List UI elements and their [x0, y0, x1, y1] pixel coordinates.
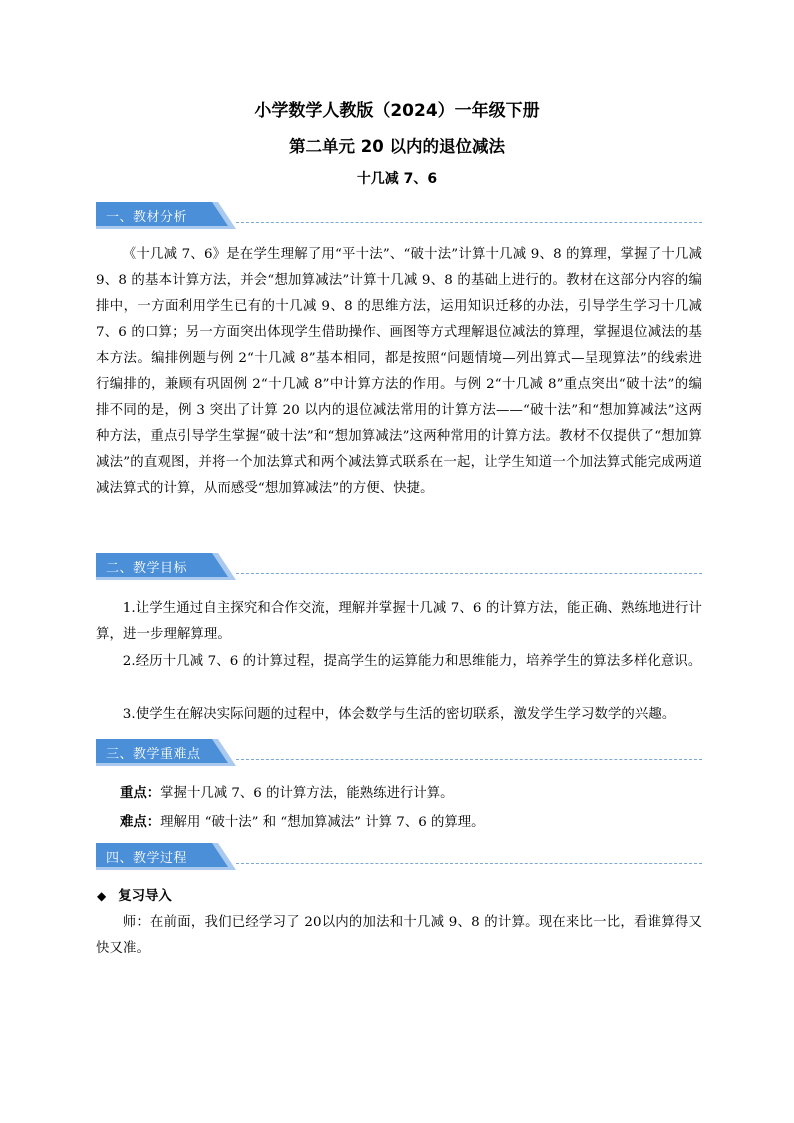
unit-title: 第二单元 20 以内的退位减法: [289, 137, 505, 156]
diamond-bullet-icon: ◆: [97, 889, 107, 903]
section-divider: [236, 759, 702, 760]
section-divider: [236, 222, 702, 223]
section-tab: [96, 739, 236, 766]
key-point: [120, 782, 454, 805]
difficulty-text: 理解用 “破十法” 和 “想加算减法” 计算 7、6 的算理。: [160, 815, 485, 830]
goal-item-2: 2.经历十几减 7、6 的计算过程，提高学生的运算能力和思维能力，培养学生的算法多样化意识。: [122, 654, 702, 669]
difficulty-point: [120, 811, 485, 834]
section-label: 二、教学目标: [106, 561, 188, 576]
section-divider: [236, 573, 702, 574]
section-header-process: [96, 843, 702, 871]
subsection-heading: [97, 885, 172, 904]
section-label: 一、教材分析: [106, 210, 188, 225]
document-title: 小学数学人教版（2024）一年级下册: [254, 101, 540, 121]
key-point-text: 掌握十几减 7、6 的计算方法，能熟练进行计算。: [160, 786, 454, 801]
section-header-keypoints: [96, 739, 702, 767]
section-divider: [236, 863, 702, 864]
section-tab: [96, 553, 236, 580]
difficulty-label: 难点：: [120, 814, 161, 830]
section-label: 三、教学重难点: [106, 747, 201, 762]
analysis-paragraph: 《十几减 7、6》是在学生理解了用“平十法”、“破十法”计算十几减 9、8 的算理，掌握了十几减 9、8 的基本计算方法，并会“想加算减法”计算十几减 9、8 的基础上进行的。教材在这部分内容的编排中，一方面利用学生已有的十几减 9、8 的思维方法，运用知识迁移的办法，引导学生学习十几减 7、6 的口算；另一方面突出体现学生借助操作、画图等方式理解退位减法的算理，掌握退位减法的基本方法。编排例题与例 2“十几减 8”基本相同，都是按照“问题情境—列出算式—呈现算法”的线索进行编排的，兼顾有巩固例 2“十几减 8”中计算方法的作用。与例 2“十几减 8”重点突出“破十法”的编排不同的是，例 3 突出了计算 20 以内的退位减法常用的计算方法——“破十法”和“想加算减法”这两种方法，重点引导学生掌握“破十法”和“想加算减法”这两种常用的计算方法。教材不仅提供了“想加算减法”的直观图，并将一个加法算式和两个减法算式联系在一起，让学生知道一个加法算式能完成两道减法算式的计算，从而感受“想加算减法”的方便、快捷。: [96, 247, 702, 496]
goal-item-3: 3.使学生在解决实际问题的过程中，体会数学与生活的密切联系，激发学生学习数学的兴趣。: [122, 707, 676, 722]
lesson-title: 十几减 7、6: [356, 171, 438, 187]
goal-item-1: 1.让学生通过自主探究和合作交流，理解并掌握十几减 7、6 的计算方法，能正确、熟练地进行计算，进一步理解算理。: [96, 601, 702, 642]
subsection-title: 复习导入: [118, 889, 172, 904]
section-tab: [96, 202, 236, 229]
section-tab: [96, 843, 236, 870]
process-paragraph: 师：在前面，我们已经学习了 20以内的加法和十几减 9、8 的计算。现在来比一比，看谁算得又快又准。: [96, 915, 702, 956]
section-label: 四、教学过程: [106, 851, 188, 866]
section-header-analysis: [96, 202, 702, 230]
section-header-goals: [96, 553, 702, 581]
key-point-label: 重点：: [120, 785, 161, 801]
